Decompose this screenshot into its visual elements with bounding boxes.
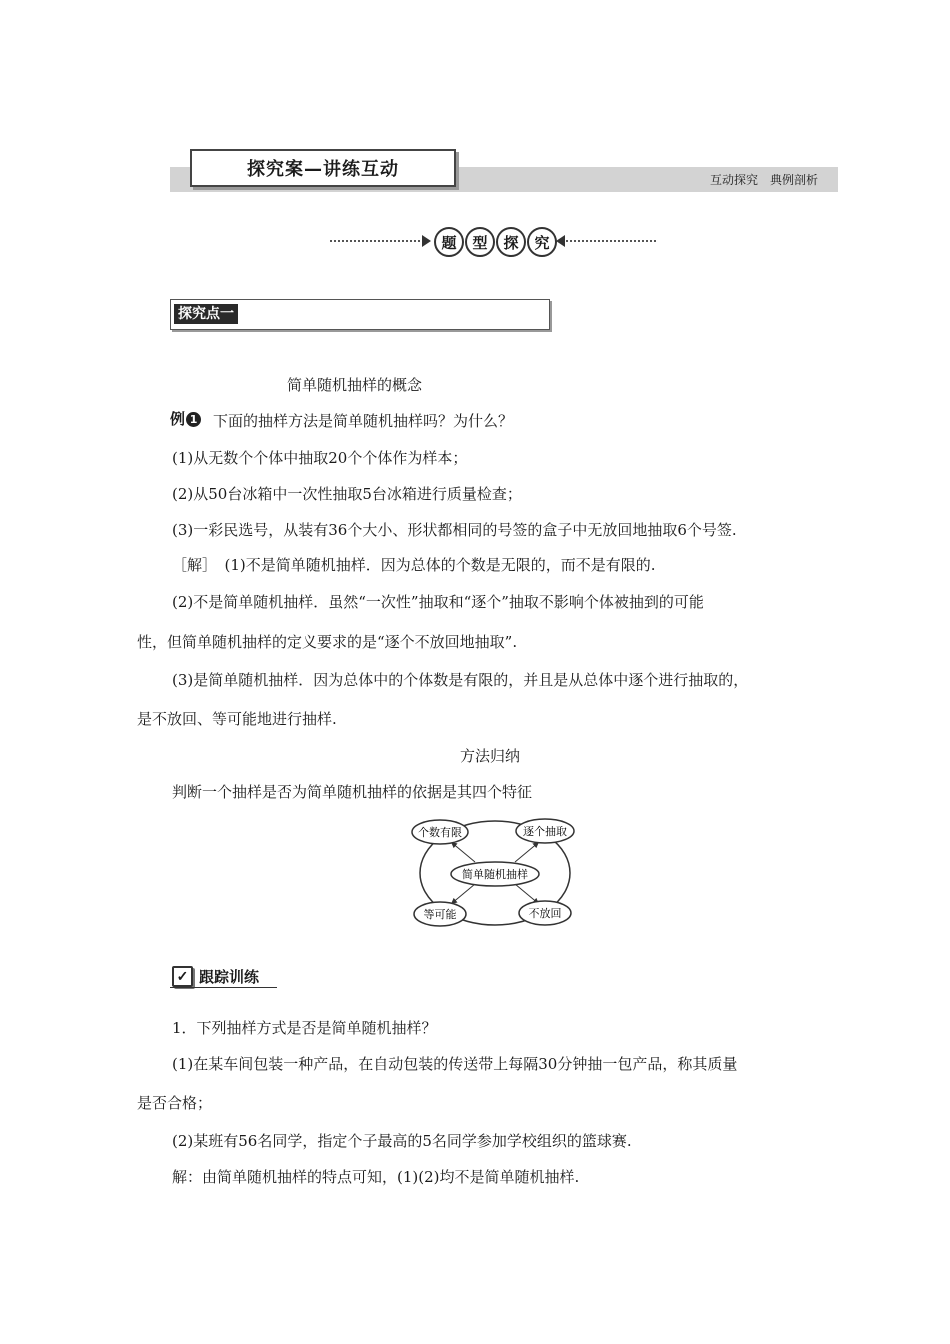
section-heading — [434, 227, 557, 257]
example-item: (2)从50台冰箱中一次性抽取5台冰箱进行质量检查； — [172, 485, 522, 503]
arrow-top-right — [515, 842, 539, 862]
dotted-rule-left — [330, 240, 424, 242]
example-mark-text: 例 — [170, 410, 186, 428]
features-diagram — [405, 812, 585, 932]
question-1-item-2: (2)某班有56名同学，指定个子最高的5名同学参加学校组织的篮球赛. — [172, 1132, 632, 1150]
answer: 解：由简单随机抽样的特点可知，(1)(2)均不是简单随机抽样. — [172, 1168, 580, 1186]
arrow-right-icon — [422, 235, 431, 247]
example-item: (3)一彩民选号，从装有36个大小、形状都相同的号签的盒子中无放回地抽取6个号签. — [172, 521, 737, 539]
example-question: 下面的抽样方法是简单随机抽样吗？为什么？ — [213, 412, 514, 430]
method-title: 方法归纳 — [460, 747, 521, 765]
node-label: 简单随机抽样 — [462, 868, 528, 881]
arrow-top-left — [451, 842, 475, 862]
banner-title: 探究案—讲练互动 — [247, 159, 399, 180]
solution-3b: 是不放回、等可能地进行抽样. — [137, 710, 337, 728]
method-text: 判断一个抽样是否为简单随机抽样的依据是其四个特征 — [172, 783, 533, 801]
checkmark-icon: ✓ — [172, 966, 193, 987]
question-1: 1．下列抽样方式是否是简单随机抽样？ — [172, 1019, 437, 1037]
node-label: 不放回 — [528, 907, 562, 920]
follow-up-header — [172, 966, 259, 987]
solution-2a: (2)不是简单随机抽样．虽然“一次性”抽取和“逐个”抽取不影响个体被抽到的可能 — [172, 593, 704, 611]
heading-char: 究 — [527, 227, 557, 257]
example-item: (1)从无数个个体中抽取20个个体作为样本； — [172, 449, 468, 467]
example-mark — [170, 409, 201, 429]
solution-2b: 性，但简单随机抽样的定义要求的是“逐个不放回地抽取”. — [137, 633, 518, 651]
solution-3a: (3)是简单随机抽样．因为总体中的个体数是有限的，并且是从总体中逐个进行抽取的， — [172, 671, 749, 689]
follow-up-title: 跟踪训练 — [199, 968, 260, 986]
point-label: 探究点一 — [174, 304, 238, 324]
arrow-left-icon — [556, 235, 565, 247]
example-number: 1 — [186, 412, 201, 427]
heading-char: 型 — [465, 227, 495, 257]
question-1-item-1a: (1)在某车间包装一种产品，在自动包装的传送带上每隔30分钟抽一包产品，称其质量 — [172, 1055, 738, 1073]
arrow-bottom-left — [451, 884, 475, 904]
solution-1: ［解］ (1)不是简单随机抽样．因为总体的个数是无限的，而不是有限的. — [172, 556, 656, 574]
node-label: 个数有限 — [418, 826, 462, 839]
follow-up-underline — [170, 987, 277, 988]
heading-char: 探 — [496, 227, 526, 257]
banner-subtitle: 互动探究 典例剖析 — [709, 173, 818, 187]
arrow-bottom-right — [515, 884, 539, 904]
node-label: 逐个抽取 — [523, 825, 567, 838]
question-1-item-1b: 是否合格； — [137, 1094, 213, 1112]
header-banner-box — [190, 149, 456, 187]
node-label: 等可能 — [423, 908, 457, 921]
dotted-rule-right — [566, 240, 656, 242]
example-topic: 简单随机抽样的概念 — [287, 376, 423, 394]
heading-char: 题 — [434, 227, 464, 257]
